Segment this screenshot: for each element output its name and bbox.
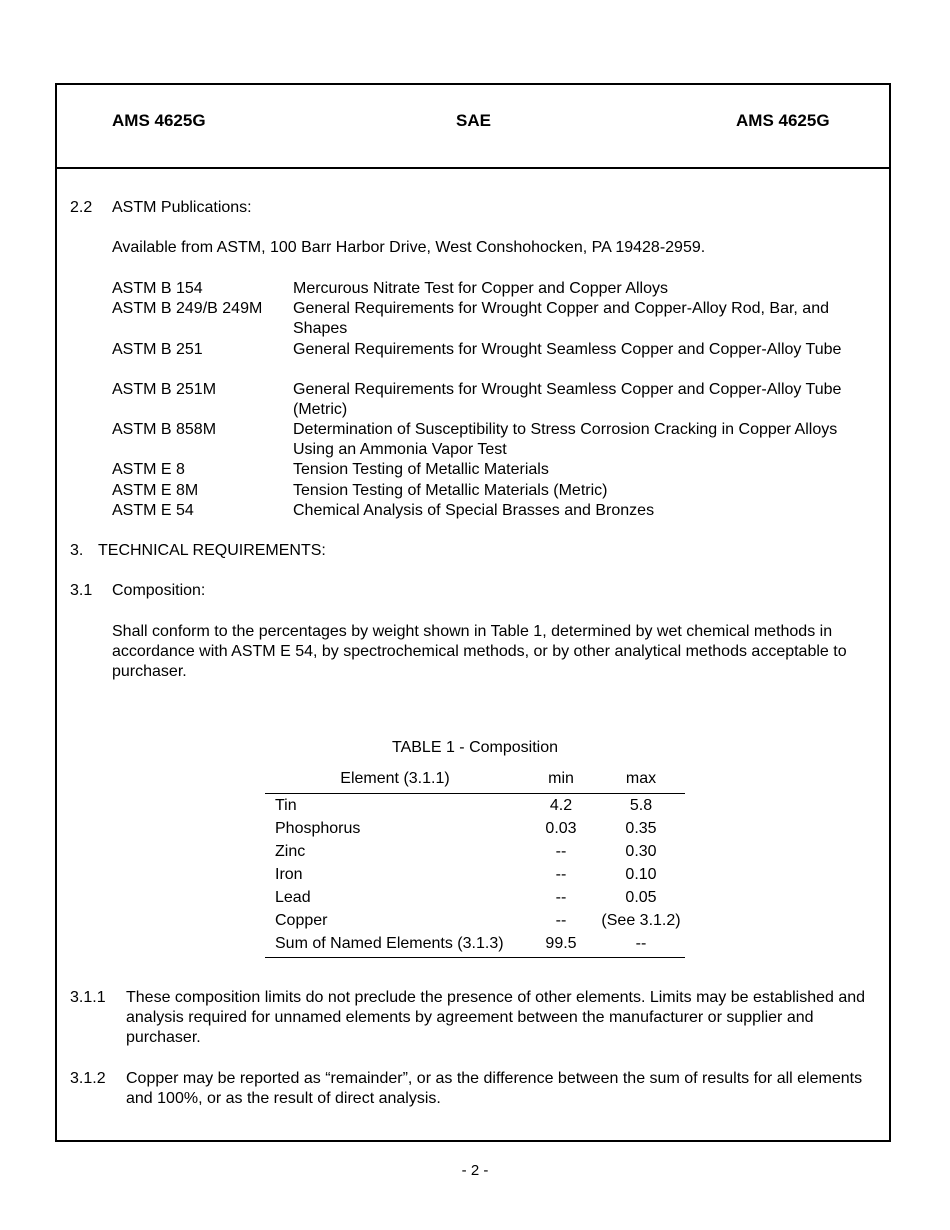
pub-code: ASTM B 858M xyxy=(112,421,217,438)
pub-title: General Requirements for Wrought Seamless Copper and Copper-Alloy Tube (Metric) xyxy=(293,381,842,418)
cell-min: 0.03 xyxy=(545,820,577,837)
header-doc-id-left: AMS 4625G xyxy=(112,111,206,130)
table-row xyxy=(265,909,685,932)
cell-min: -- xyxy=(555,866,567,883)
pub-code: ASTM E 8M xyxy=(112,482,199,499)
header-doc-id-right: AMS 4625G xyxy=(736,111,830,130)
cell-max: -- xyxy=(597,932,685,958)
table-caption: TABLE 1 - Composition xyxy=(392,739,558,756)
table-row xyxy=(265,794,685,818)
table-row xyxy=(265,840,685,863)
pub-code: ASTM E 54 xyxy=(112,502,194,519)
cell-min: -- xyxy=(555,889,567,906)
pub-title: Mercurous Nitrate Test for Copper and Copper Alloys xyxy=(293,280,668,297)
page-number: - 2 - xyxy=(461,1162,489,1179)
cell-max: 0.35 xyxy=(625,820,657,837)
pub-title: Tension Testing of Metallic Materials (Metric) xyxy=(293,482,608,499)
pub-code: ASTM B 154 xyxy=(112,280,203,297)
table-row xyxy=(265,932,685,958)
section-3-1-2-number: 3.1.2 xyxy=(70,1070,106,1087)
table-row xyxy=(265,817,685,840)
section-3-1-2-text: Copper may be reported as “remainder”, or as the difference between the sum of results for all elements and 100%, or as the result of direct analysis. xyxy=(126,1070,863,1107)
pub-title: Chemical Analysis of Special Brasses and Bronzes xyxy=(293,502,655,519)
section-3-1-text: Shall conform to the percentages by weight shown in Table 1, determined by wet chemical methods in accordance with ASTM E 54, by spectrochemical methods, or by other analytical methods acceptable to purchaser. xyxy=(112,623,847,680)
cell-element: Sum of Named Elements (3.1.3) xyxy=(265,932,525,958)
section-3-1-1-text: These composition limits do not preclude the presence of other elements. Limits may be established and analysis required for unnamed elements by agreement between the manufacturer or supplier and purchaser. xyxy=(126,989,866,1046)
section-2-2-title: ASTM Publications: xyxy=(112,199,252,216)
section-3-title: TECHNICAL REQUIREMENTS: xyxy=(98,542,326,559)
cell-element: Phosphorus xyxy=(275,820,361,837)
cell-element: Zinc xyxy=(275,843,306,860)
section-3-1-1-number: 3.1.1 xyxy=(70,989,106,1006)
pub-code: ASTM B 251M xyxy=(112,381,217,398)
section-3-1-title: Composition: xyxy=(112,582,206,599)
pub-title: General Requirements for Wrought Seamless Copper and Copper-Alloy Tube xyxy=(293,341,842,358)
section-2-2-number: 2.2 xyxy=(70,199,93,216)
cell-max: (See 3.1.2) xyxy=(601,912,681,929)
pub-code: ASTM B 249/B 249M xyxy=(112,300,263,317)
pub-code: ASTM E 8 xyxy=(112,461,185,478)
section-3-1-number: 3.1 xyxy=(70,582,93,599)
cell-min: -- xyxy=(555,912,567,929)
cell-max: 0.05 xyxy=(625,889,657,906)
column-header-min: min xyxy=(525,765,597,794)
section-3-number: 3. xyxy=(70,542,84,559)
pub-title: General Requirements for Wrought Copper and Copper-Alloy Rod, Bar, and Shapes xyxy=(293,300,829,337)
column-header-max: max xyxy=(597,765,685,794)
table-row xyxy=(265,886,685,909)
section-2-2-availability: Available from ASTM, 100 Barr Harbor Drive, West Conshohocken, PA 19428-2959. xyxy=(112,239,706,256)
cell-element: Iron xyxy=(275,866,303,883)
cell-element: Tin xyxy=(275,797,297,814)
cell-element: Copper xyxy=(275,912,328,929)
pub-code: ASTM B 251 xyxy=(112,341,203,358)
cell-max: 0.30 xyxy=(625,843,657,860)
column-header-element: Element (3.1.1) xyxy=(265,765,525,794)
cell-element: Lead xyxy=(275,889,311,906)
table-header-row xyxy=(265,765,685,794)
header-org: SAE xyxy=(456,111,491,130)
composition-table xyxy=(265,765,685,958)
cell-max: 0.10 xyxy=(625,866,657,883)
page-header xyxy=(57,85,889,169)
pub-title: Determination of Susceptibility to Stress Corrosion Cracking in Copper Alloys Using an Ammonia Vapor Test xyxy=(293,421,838,458)
pub-title: Tension Testing of Metallic Materials xyxy=(293,461,549,478)
cell-min: -- xyxy=(555,843,567,860)
cell-min: 4.2 xyxy=(549,797,573,814)
table-row xyxy=(265,863,685,886)
cell-min: 99.5 xyxy=(525,932,597,958)
cell-max: 5.8 xyxy=(629,797,653,814)
